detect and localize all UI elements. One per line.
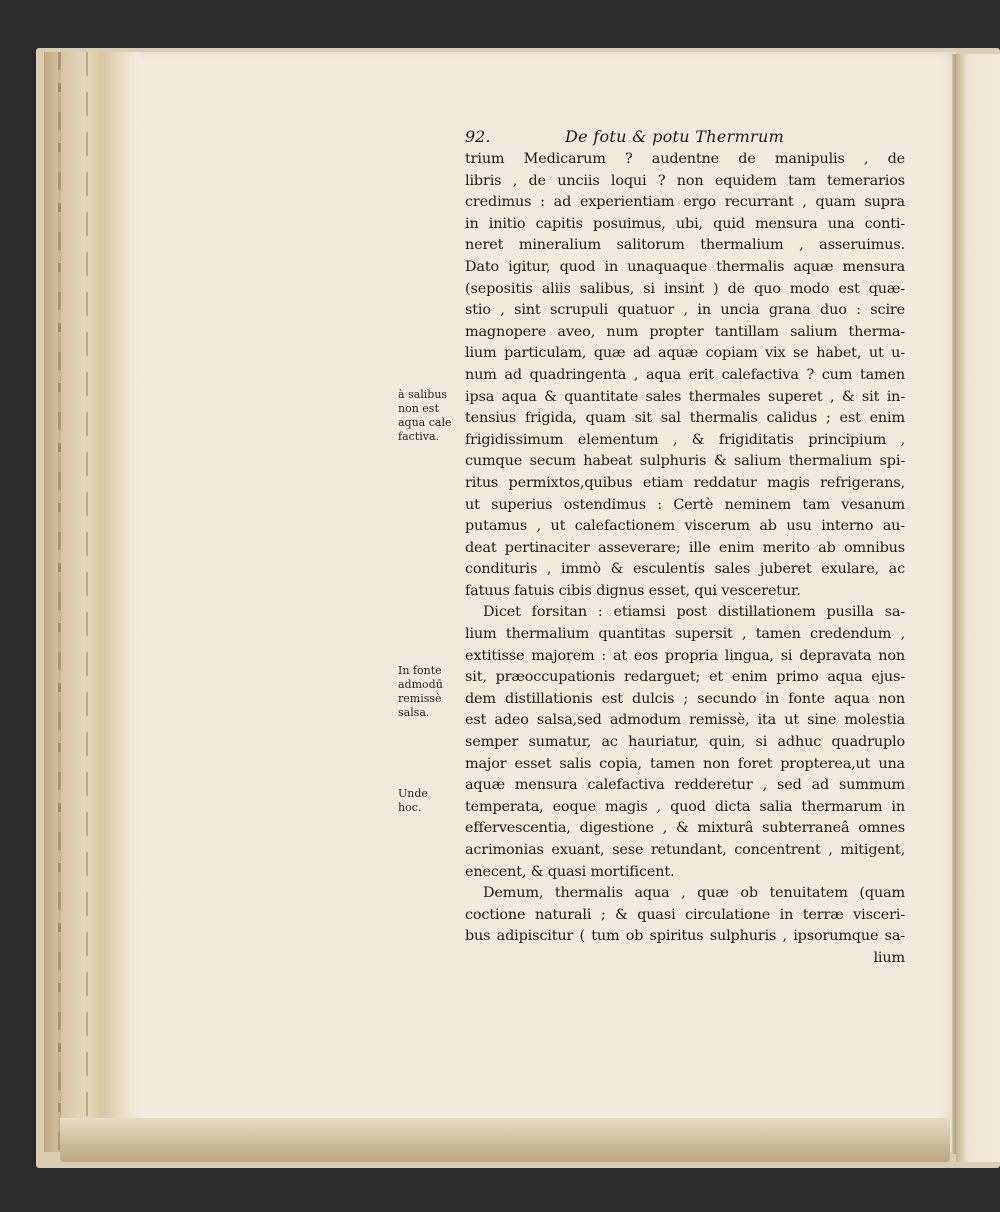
page-header bbox=[465, 127, 905, 149]
text-line: sit, præoccupationis redarguet; et enim primo aqua ejus- bbox=[465, 669, 905, 686]
text-line: lium particulam, quæ ad aquæ copiam vix se habet, ut u- bbox=[465, 345, 905, 362]
text-line: effervescentia, digestione , & mixturâ subterraneâ omnes bbox=[465, 820, 905, 837]
text-line: temperata, eoque magis , quod dicta salia thermarum in bbox=[465, 798, 905, 815]
margin-note-line: à salibus bbox=[398, 388, 448, 401]
text-line: ipsa aqua & quantitate sales thermales superet , & sit in- bbox=[465, 388, 905, 405]
margin-note-line: admodū bbox=[398, 678, 443, 691]
margin-note-line: Unde bbox=[398, 787, 428, 800]
text-line: ritus permixtos,quibus etiam reddatur magis refrigerans, bbox=[465, 474, 905, 491]
running-title: De fotu & potu Thermrum bbox=[565, 127, 785, 146]
margin-note-line: aqua cale bbox=[398, 416, 452, 429]
text-line: credimus : ad experientiam ergo recurrant , quam supra bbox=[465, 194, 905, 211]
text-line: magnopere aveo, num propter tantillam salium therma- bbox=[465, 323, 905, 340]
margin-note-line: salsa. bbox=[398, 706, 430, 719]
text-line: extitisse majorem : at eos propria lingua, si depravata non bbox=[465, 647, 905, 664]
text-line: bus adipiscitur ( tum ob spiritus sulphuris , ipsorumque sa- bbox=[465, 928, 905, 945]
text-line: ut superius ostendimus : Certè neminem tam vesanum bbox=[465, 496, 905, 513]
text-line: putamus , ut calefactionem viscerum ab usu interno au- bbox=[465, 518, 905, 535]
text-line: tensius frigida, quam sit sal thermalis calidus ; est enim bbox=[465, 410, 905, 427]
text-line: neret mineralium salitorum thermalium , asseruimus. bbox=[465, 237, 905, 254]
margin-note-line: In fonte bbox=[398, 664, 442, 677]
text-line: deat pertinaciter asseverare; ille enim merito ab omnibus bbox=[465, 539, 905, 556]
text-line: est adeo salsa,sed admodum remissè, ita ut sine molestia bbox=[465, 712, 905, 729]
text-line: in initio capitis posuimus, ubi, quid mensura una conti- bbox=[465, 215, 905, 232]
text-line: aquæ mensura calefactiva redderetur , sed ad summum bbox=[465, 777, 905, 794]
text-line: trium Medicarum ? audentne de manipulis , de bbox=[465, 151, 905, 167]
text-line: libris , de unciis loqui ? non equidem tam temerarios bbox=[465, 172, 905, 189]
text-line: cumque secum habeat sulphuris & salium thermalium spi- bbox=[465, 453, 905, 470]
text-line: Dicet forsitan : etiamsi post distillationem pusilla sa- bbox=[483, 604, 905, 621]
margin-note-line: hoc. bbox=[398, 801, 422, 814]
text-line: coctione naturali ; & quasi circulatione in terræ visceri- bbox=[465, 906, 905, 923]
text-line: semper sumatur, ac hauriatur, quin, si adhuc quadruplo bbox=[465, 734, 905, 751]
margin-note bbox=[398, 787, 462, 815]
text-line: Dato igitur, quod in unaquaque thermalis aquæ mensura bbox=[465, 258, 905, 275]
text-line: dem distillationis est dulcis ; secundo in fonte aqua non bbox=[465, 690, 905, 707]
body-text bbox=[465, 149, 905, 970]
text-line: acrimonias exuant, sese retundant, concentrent , mitigent, bbox=[465, 842, 905, 858]
page-fore-edge bbox=[44, 52, 140, 1152]
text-line: major esset salis copia, tamen non foret propterea,ut una bbox=[465, 755, 905, 772]
margin-note bbox=[398, 388, 462, 444]
text-line: (sepositis aliis salibus, si insint ) de quo modo est quæ- bbox=[465, 280, 905, 297]
margin-note bbox=[398, 664, 462, 720]
right-page-sliver bbox=[956, 54, 1000, 1162]
margin-note-line: factiva. bbox=[398, 430, 439, 443]
page-text-block bbox=[465, 127, 905, 970]
text-line: num ad quadringenta , aqua erit calefactiva ? cum tamen bbox=[465, 366, 905, 383]
text-line: frigidissimum elementum , & frigiditatis principium , bbox=[465, 431, 905, 448]
text-line: Demum, thermalis aqua , quæ ob tenuitatem (quam bbox=[483, 885, 905, 902]
page-number: 92. bbox=[465, 127, 491, 146]
margin-note-line: non est bbox=[398, 402, 439, 415]
text-line: fatuus fatuis cibis dignus esset, qui vesceretur. bbox=[465, 582, 801, 599]
text-line: stio , sint scrupuli quatuor , in uncia grana duo : scire bbox=[465, 302, 905, 319]
text-line: lium bbox=[873, 949, 905, 966]
text-line: enecent, & quasi mortificent. bbox=[465, 863, 675, 880]
page-bottom-edge bbox=[60, 1118, 950, 1162]
text-line: lium thermalium quantitas supersit , tamen credendum , bbox=[465, 626, 905, 643]
text-line: condituris , immò & esculentis sales juberet exulare, ac bbox=[465, 561, 905, 578]
margin-note-line: remissè bbox=[398, 692, 442, 705]
